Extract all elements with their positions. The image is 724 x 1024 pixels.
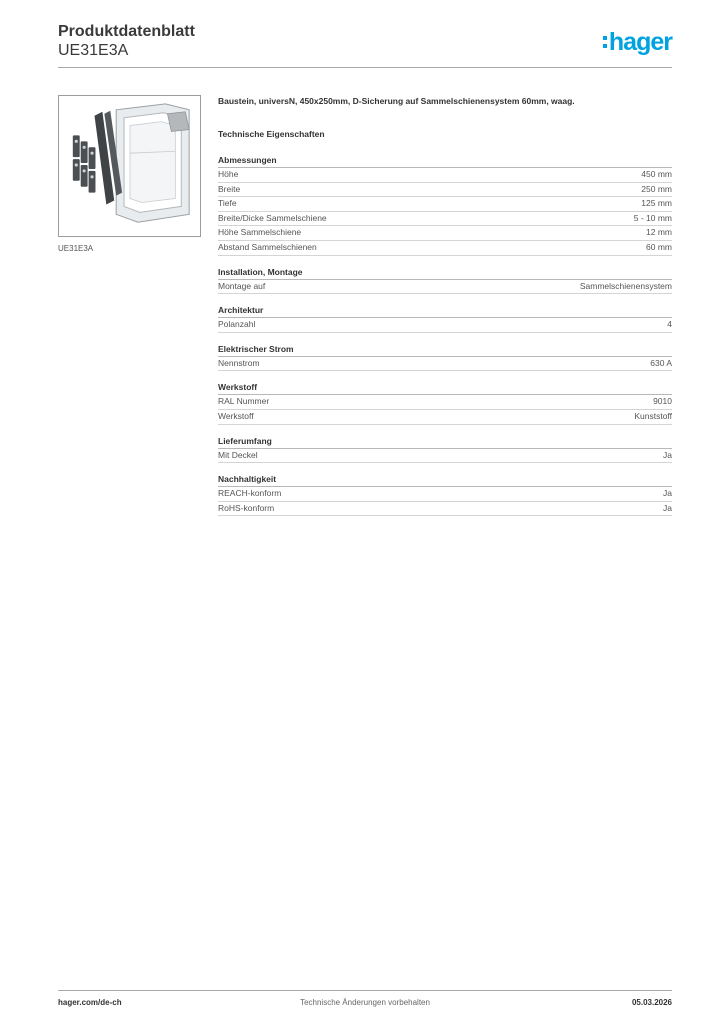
page-title: Produktdatenblatt [58, 23, 195, 40]
logo-text: hager [608, 28, 672, 56]
property-value: 9010 [653, 396, 672, 407]
property-group [218, 435, 672, 464]
group-title: Installation, Montage [218, 266, 672, 280]
property-value: Ja [663, 488, 672, 499]
property-value: Kunststoff [634, 410, 672, 421]
property-value: 12 mm [646, 227, 672, 238]
property-label: Nennstrom [218, 357, 260, 368]
footer-date: 05.03.2026 [631, 998, 672, 1007]
property-value: 4 [667, 319, 672, 330]
image-caption: UE31E3A [58, 244, 94, 253]
property-group [218, 473, 672, 516]
product-illustration [59, 96, 200, 236]
property-label: Breite [218, 183, 241, 194]
property-row [218, 197, 672, 212]
property-row [218, 168, 672, 183]
property-value: 60 mm [646, 241, 672, 252]
property-value: Sammelschienensystem [579, 280, 672, 291]
property-value: 450 mm [641, 169, 672, 179]
footer-notice: Technische Änderungen vorbehalten [300, 998, 430, 1007]
property-label: Mit Deckel [218, 449, 258, 460]
property-value: 250 mm [641, 183, 672, 194]
property-row [218, 318, 672, 333]
property-group [218, 266, 672, 295]
property-row [218, 357, 672, 372]
header-divider [58, 67, 672, 68]
property-label: Polanzahl [218, 319, 256, 330]
product-code: UE31E3A [58, 42, 129, 59]
property-label: RoHS-konform [218, 502, 275, 513]
product-image [58, 95, 201, 237]
property-value: 630 A [650, 357, 672, 368]
property-row [218, 487, 672, 502]
property-row [218, 395, 672, 410]
property-group [218, 381, 672, 424]
property-label: Abstand Sammelschienen [218, 241, 317, 252]
footer-website-link[interactable]: hager.com/de-ch [58, 998, 122, 1007]
property-label: Tiefe [218, 198, 237, 209]
property-value: Ja [663, 449, 672, 460]
group-title: Werkstoff [218, 381, 672, 395]
group-title: Abmessungen [218, 154, 672, 168]
property-value: 5 - 10 mm [633, 212, 672, 223]
property-row [218, 410, 672, 425]
property-row [218, 280, 672, 295]
tech-properties-heading: Technische Eigenschaften [218, 129, 325, 139]
logo-dots-icon [603, 36, 607, 48]
property-label: Höhe [218, 169, 239, 179]
property-group [218, 154, 672, 256]
footer-divider [58, 990, 672, 991]
property-group [218, 304, 672, 333]
property-groups [218, 154, 672, 516]
page-header [58, 22, 672, 68]
property-value: Ja [663, 502, 672, 513]
property-label: Montage auf [218, 280, 266, 291]
property-row [218, 183, 672, 198]
group-title: Architektur [218, 304, 672, 318]
property-label: RAL Nummer [218, 396, 270, 407]
property-group [218, 343, 672, 372]
property-label: Höhe Sammelschiene [218, 227, 302, 238]
property-row [218, 226, 672, 241]
property-row [218, 241, 672, 256]
property-value: 125 mm [641, 198, 672, 209]
hager-logo [603, 28, 672, 56]
property-label: Breite/Dicke Sammelschiene [218, 212, 327, 223]
property-row [218, 449, 672, 464]
product-details [218, 95, 672, 526]
property-row [218, 212, 672, 227]
property-label: REACH-konform [218, 488, 282, 499]
group-title: Elektrischer Strom [218, 343, 672, 357]
product-description: Baustein, universN, 450x250mm, D-Sicherung auf Sammelschienensystem 60mm, waag. [218, 96, 575, 106]
group-title: Lieferumfang [218, 435, 672, 449]
property-label: Werkstoff [218, 410, 254, 421]
property-row [218, 502, 672, 517]
group-title: Nachhaltigkeit [218, 473, 672, 487]
